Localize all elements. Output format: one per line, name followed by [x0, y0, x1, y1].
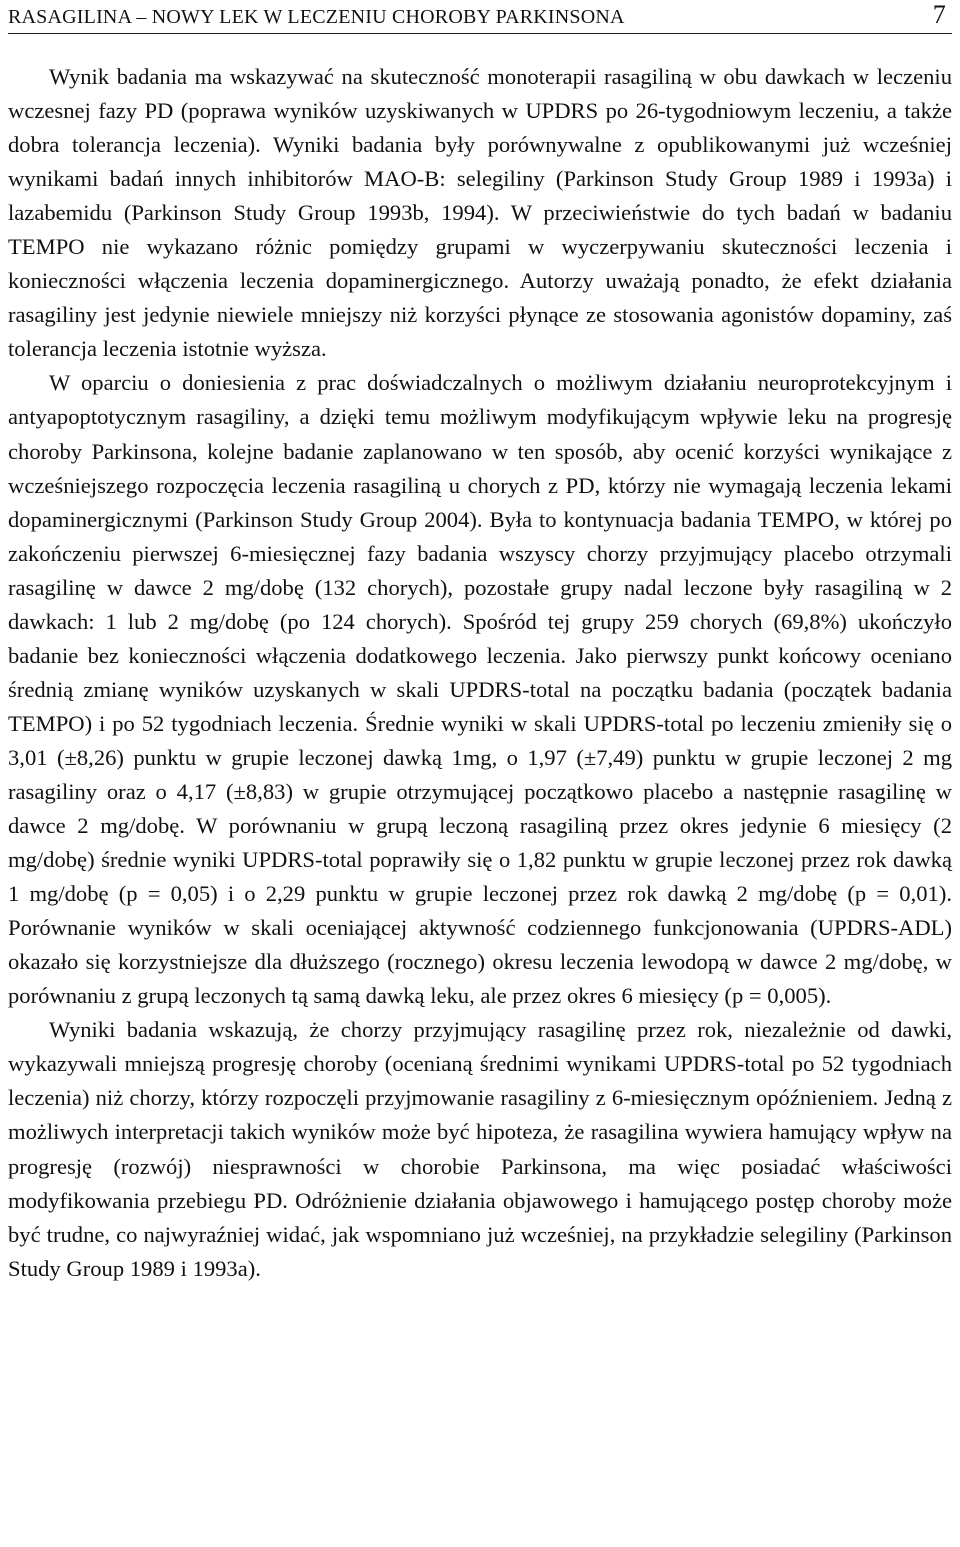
paragraph: Wynik badania ma wskazywać na skuteczność monoterapii rasagiliną w obu dawkach w leczeniu wczesnej fazy PD (poprawa wyników uzyskiwanych w UPDRS po 26-tygodniowym leczeniu, a także dobra tolerancja leczenia). Wyniki badania były porównywalne z opublikowanymi już wcześniej wynikami badań innych inhibitorów MAO-B: selegiliny (Parkinson Study Group 1989 i 1993a) i lazabemidu (Parkinson Study Group 1993b, 1994). W przeciwieństwie do tych badań w badaniu TEMPO nie wykazano różnic pomiędzy grupami w wyczerpywaniu skuteczności leczenia i konieczności włączenia leczenia dopaminergicznego. Autorzy uważają ponadto, że efekt działania rasagiliny jest jedynie niewiele mniejszy niż korzyści płynące ze stosowania agonistów dopaminy, zaś tolerancja leczenia istotnie wyższa. [8, 64, 952, 362]
paragraph: W oparciu o doniesienia z prac doświadczalnych o możliwym działaniu neuroprotekcyjnym i antyapoptotycznym rasagiliny, a dzięki temu możliwym modyfikującym wpływie leku na progresję choroby Parkinsona, kolejne badanie zaplanowano w ten sposób, aby ocenić korzyści wynikające z wcześniejszego rozpoczęcia leczenia rasagiliną u chorych z PD, którzy nie wymagają leczenia lekami dopaminergicznymi (Parkinson Study Group 2004). Była to kontynuacja badania TEMPO, w której po zakończeniu pierwszej 6-miesięcznej fazy badania wszyscy chorzy przyjmujący placebo otrzymali rasagilinę w dawce 2 mg/dobę (132 chorych), pozostałe grupy nadal leczone były rasagiliną w 2 dawkach: 1 lub 2 mg/dobę (po 124 chorych). Spośród tej grupy 259 chorych (69,8%) ukończyło badanie bez konieczności włączenia dodatkowego leczenia. Jako pierwszy punkt końcowy oceniano średnią zmianę wyników uzyskanych w skali UPDRS-total na początku badania (początek badania TEMPO) i po 52 tygodniach leczenia. Średnie wyniki w skali UPDRS-total po leczeniu zmieniły się o 3,01 (±8,26) punktu w grupie leczonej dawką 1mg, o 1,97 (±7,49) punktu w grupie leczonej 2 mg rasagiliny oraz o 4,17 (±8,83) w grupie otrzymującej początkowo placebo a następnie rasagilinę w dawce 2 mg/dobę. W porównaniu w grupą leczoną rasagiliną przez okres jedynie 6 miesięcy (2 mg/dobę) średnie wyniki UPDRS-total poprawiły się o 1,82 punktu w grupie leczonej przez rok dawką 1 mg/dobę (p = 0,05) i o 2,29 punktu w grupie leczonej przez rok dawką 2 mg/dobę (p = 0,01). Porównanie wyników w skali oceniającej aktywność codziennego funkcjonowania (UPDRS-ADL) okazało się korzystniejsze dla dłuższego (rocznego) okresu leczenia lewodopą w dawce 2 mg/dobę, w porównaniu z grupą leczonych tą samą dawką leku, ale przez okres 6 miesięcy (p = 0,005). [8, 370, 952, 1009]
running-header [8, 0, 952, 34]
running-title: RASAGILINA – NOWY LEK W LECZENIU CHOROBY PARKINSONA [8, 6, 625, 28]
page-number: 7 [932, 0, 946, 29]
article-body [8, 60, 952, 1286]
paragraph: Wyniki badania wskazują, że chorzy przyjmujący rasagilinę przez rok, niezależnie od dawki, wykazywali mniejszą progresję choroby (ocenianą średnimi wynikami UPDRS-total po 52 tygodniach leczenia) niż chorzy, którzy rozpoczęli przyjmowanie rasagiliny z 6-miesięcznym opóźnieniem. Jedną z możliwych interpretacji takich wyników może być hipoteza, że rasagilina wywiera hamujący wpływ na progresję (rozwój) niesprawności w chorobie Parkinsona, ma więc posiadać właściwości modyfikowania przebiegu PD. Odróżnienie działania objawowego i hamującego postęp choroby może być trudne, co najwyraźniej widać, jak wspomniano już wcześniej, na przykładzie selegiliny (Parkinson Study Group 1989 i 1993a). [8, 1017, 952, 1281]
